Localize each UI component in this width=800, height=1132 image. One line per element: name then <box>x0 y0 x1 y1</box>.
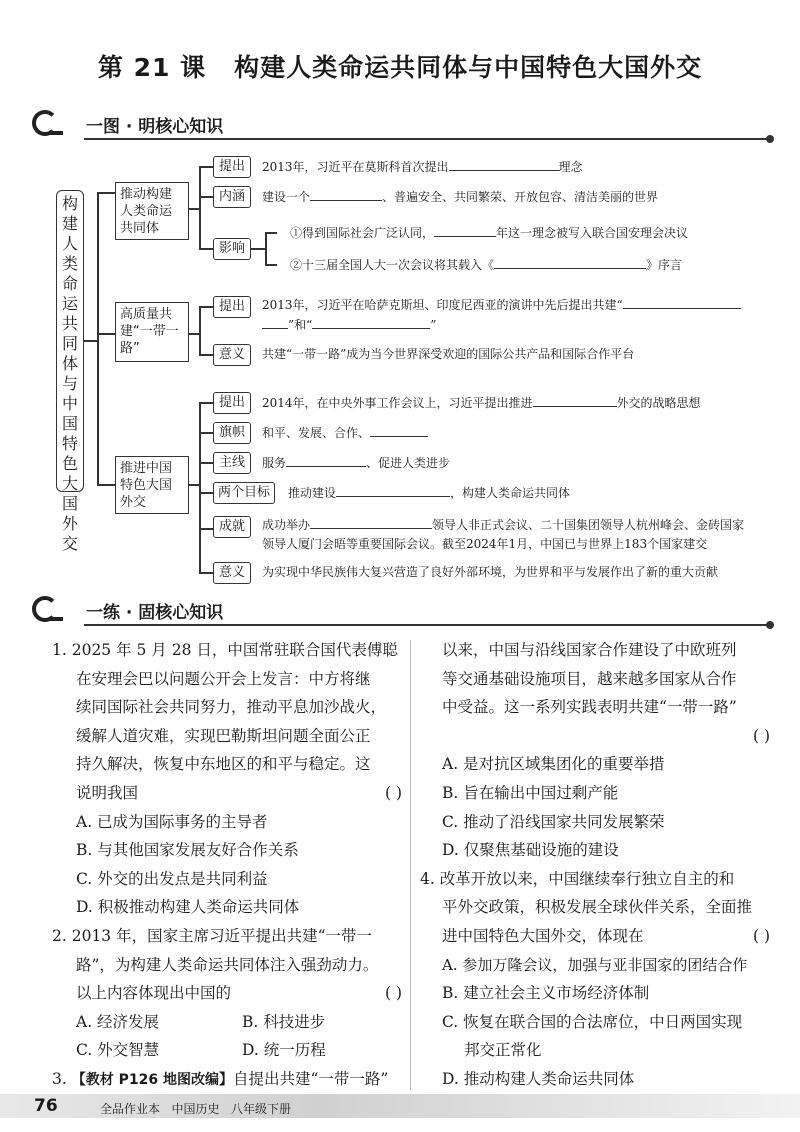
blank <box>310 186 382 201</box>
question-4: 4. 改革开放以来，中国继续奉行独立自主的和 平外交政策，积极发展全球伙伴关系，全面推 进中国特色大国外交，体现在 ( ) A. 参加万隆会议，加强与亚非国家的团结合作 B. 建立社会主义市场经济体制 C. 恢复在联合国的合法席位，中日两国实现 邦交正常化 D. 推动构建人类命运共同体 <box>420 865 770 1094</box>
section-header-2 <box>32 594 772 628</box>
page-title <box>0 48 800 84</box>
tag-proposed: 提出 <box>213 392 251 414</box>
connector <box>199 354 213 356</box>
leaf-diplomacy-achievement-2: 领导人厦门会晤等重要国际会议。截至2024年1月，中国已与世界上183个国家建交 <box>262 537 708 551</box>
option[interactable]: C. 恢复在联合国的合法席位，中日两国实现 <box>442 1012 743 1031</box>
leaf-diplomacy-achievement-1: 成功举办 领导人非正式会议、二十国集团领导人杭州峰会、金砖国家 <box>262 514 744 535</box>
option[interactable]: A. 已成为国际事务的主导者 <box>76 812 268 831</box>
magnifier-icon <box>32 596 58 622</box>
connector <box>199 166 201 248</box>
option[interactable]: B. 科技进步 <box>242 1012 326 1031</box>
mindmap-root: 构建人类命运共同体与中国特色大国外交 <box>56 190 84 492</box>
blank <box>310 514 432 529</box>
connector <box>199 528 213 530</box>
leaf-community-proposed: 2013年，习近平在莫斯科首次提出 理念 <box>262 156 583 177</box>
tag-proposed: 提出 <box>213 296 251 318</box>
page-number: 76 <box>34 1096 58 1116</box>
tag-meaning: 意义 <box>213 344 251 366</box>
tag-meaning: 意义 <box>213 562 251 584</box>
connector <box>199 492 213 494</box>
connector <box>199 462 213 464</box>
connector <box>199 402 213 404</box>
connector <box>97 192 99 484</box>
blank <box>533 392 617 407</box>
question-3-cont: 以来，中国与沿线国家合作建设了中欧班列 等交通基础设施项目，越来越多国家从合作 中受益。这一系列实践表明共建“一带一路” ( ) A. 是对抗区域集团化的重要举措 B. 旨在输出中国过剩产能 C. 推动了沿线国家共同发展繁荣 D. 仅聚焦基础设施的建设 <box>420 636 770 865</box>
leaf-diplomacy-meaning: 为实现中华民族伟大复兴营造了良好外部环境，为世界和平与发展作出了新的重大贡献 <box>262 565 719 579</box>
blank <box>262 314 288 329</box>
connector <box>199 166 213 168</box>
option[interactable]: D. 统一历程 <box>242 1041 326 1060</box>
connector <box>199 572 213 574</box>
section-label: 一图 · 明核心知识 <box>86 117 224 137</box>
tag-proposed: 提出 <box>213 156 251 178</box>
connector <box>189 208 199 210</box>
leaf-diplomacy-goals: 推动建设 ，构建人类命运共同体 <box>288 482 570 503</box>
leaf-influence-2: ②十三届全国人大一次会议将其载入《 》序言 <box>290 254 682 275</box>
question-3-start: 3. 【教材 P126 地图改编】自提出共建“一带一路” <box>52 1069 389 1088</box>
blank <box>434 222 496 237</box>
blank <box>623 294 741 309</box>
leaf-diplomacy-mainline: 服务 、促进人类进步 <box>262 452 450 473</box>
lesson-number: 第 21 课 <box>97 53 207 82</box>
connector <box>189 484 199 486</box>
blank <box>336 482 450 497</box>
leaf-beltroad-proposed-cont: ”和“ ” <box>262 314 436 335</box>
connector <box>189 333 199 335</box>
tag-banner: 旗帜 <box>213 422 251 444</box>
blank <box>449 156 559 171</box>
question-1: 1. 2025 年 5 月 28 日，中国常驻联合国代表傅聪 在安理会巴以问题公开会上发言：中方将继 续同国际社会共同努力，推动平息加沙战火， 缓解人道灾难，实现巴勒斯坦问题全面公正 持久解决，恢复中东地区的和平与稳定。这 说明我国 ( ) A. 已成为国际事务的主导者 B. 与其他国家发展友好合作关系 C. 外交的出发点是共同利益 D. 积极推动构建人类命运共同体 <box>52 636 402 922</box>
answer-bracket[interactable]: ( ) <box>752 726 770 745</box>
option[interactable]: D. 仅聚焦基础设施的建设 <box>442 841 619 860</box>
question-source: 【教材 P126 地图改编】 <box>71 1071 233 1088</box>
section-header-1 <box>32 108 772 142</box>
option[interactable]: C. 外交的出发点是共同利益 <box>76 869 268 888</box>
connector <box>251 248 265 250</box>
leaf-beltroad-meaning: 共建“一带一路”成为当今世界深受欢迎的国际公共产品和国际合作平台 <box>262 347 635 361</box>
connector <box>199 306 201 354</box>
footer-book-info: 全品作业本 中国历史 八年级下册 <box>100 1102 291 1116</box>
connector <box>97 192 115 194</box>
leaf-community-connotation: 建设一个 、普遍安全、共同繁荣、开放包容、清洁美丽的世界 <box>262 186 658 207</box>
connector <box>199 306 213 308</box>
blank <box>286 452 366 467</box>
option[interactable]: D. 积极推动构建人类命运共同体 <box>76 898 300 917</box>
option[interactable]: B. 与其他国家发展友好合作关系 <box>76 841 299 860</box>
question-2: 2. 2013 年，国家主席习近平提出共建“一带一 路”，为构建人类命运共同体注入强劲动力。 以上内容体现出中国的 ( ) A. 经济发展 B. 科技进步 C. 外交智慧 D. 统一历程 <box>52 922 402 1065</box>
leaf-diplomacy-banner: 和平、发展、合作、 <box>262 422 428 443</box>
tag-two-goals: 两个目标 <box>213 482 275 504</box>
section-rule <box>84 624 772 626</box>
connector <box>199 196 213 198</box>
section-label: 一练 · 固核心知识 <box>86 603 224 623</box>
connector <box>265 232 267 264</box>
connector <box>265 232 277 234</box>
answer-bracket[interactable]: ( ) <box>384 783 402 802</box>
column-divider <box>410 640 411 1090</box>
option[interactable]: C. 外交智慧 <box>76 1041 160 1060</box>
leaf-beltroad-proposed: 2013年，习近平在哈萨克斯坦、印度尼西亚的演讲中先后提出共建“ <box>262 294 741 315</box>
right-column <box>420 636 770 1094</box>
option-continued: 邦交正常化 <box>464 1041 542 1060</box>
rule-dot <box>766 621 774 629</box>
tag-connotation: 内涵 <box>213 186 251 208</box>
lesson-name: 构建人类命运共同体与中国特色大国外交 <box>234 53 703 82</box>
answer-bracket[interactable]: ( ) <box>752 926 770 945</box>
branch-major-country-diplomacy: 推进中国特色大国外交 <box>115 456 189 514</box>
connector <box>199 402 201 572</box>
connector <box>199 432 213 434</box>
section-rule <box>84 138 772 140</box>
connector <box>97 484 115 486</box>
connector <box>199 248 213 250</box>
option[interactable]: C. 推动了沿线国家共同发展繁荣 <box>442 812 665 831</box>
connector <box>265 264 277 266</box>
left-column <box>52 636 402 1095</box>
blank <box>312 314 430 329</box>
tag-mainline: 主线 <box>213 452 251 474</box>
answer-bracket[interactable]: ( ) <box>384 984 402 1003</box>
blank <box>494 254 646 269</box>
option[interactable]: A. 是对抗区域集团化的重要举措 <box>442 755 665 774</box>
blank <box>370 422 428 437</box>
magnifier-icon <box>32 110 58 136</box>
option[interactable]: B. 建立社会主义市场经济体制 <box>442 984 650 1003</box>
tag-achievement: 成就 <box>213 516 251 538</box>
branch-belt-road: 高质量共建“一带一路” <box>115 302 189 362</box>
tag-influence: 影响 <box>213 238 251 260</box>
leaf-influence-1: ①得到国际社会广泛认同， 年这一理念被写入联合国安理会决议 <box>290 222 688 243</box>
option[interactable]: B. 旨在输出中国过剩产能 <box>442 783 619 802</box>
branch-community: 推动构建人类命运共同体 <box>115 182 189 240</box>
option[interactable]: A. 经济发展 <box>76 1012 160 1031</box>
rule-dot <box>766 135 774 143</box>
leaf-diplomacy-proposed: 2014年，在中央外事工作会议上，习近平提出推进 外交的战略思想 <box>262 392 701 413</box>
connector <box>97 333 115 335</box>
option[interactable]: A. 参加万隆会议，加强与亚非国家的团结合作 <box>442 955 748 974</box>
option[interactable]: D. 推动构建人类命运共同体 <box>442 1069 635 1088</box>
connector <box>84 340 98 342</box>
